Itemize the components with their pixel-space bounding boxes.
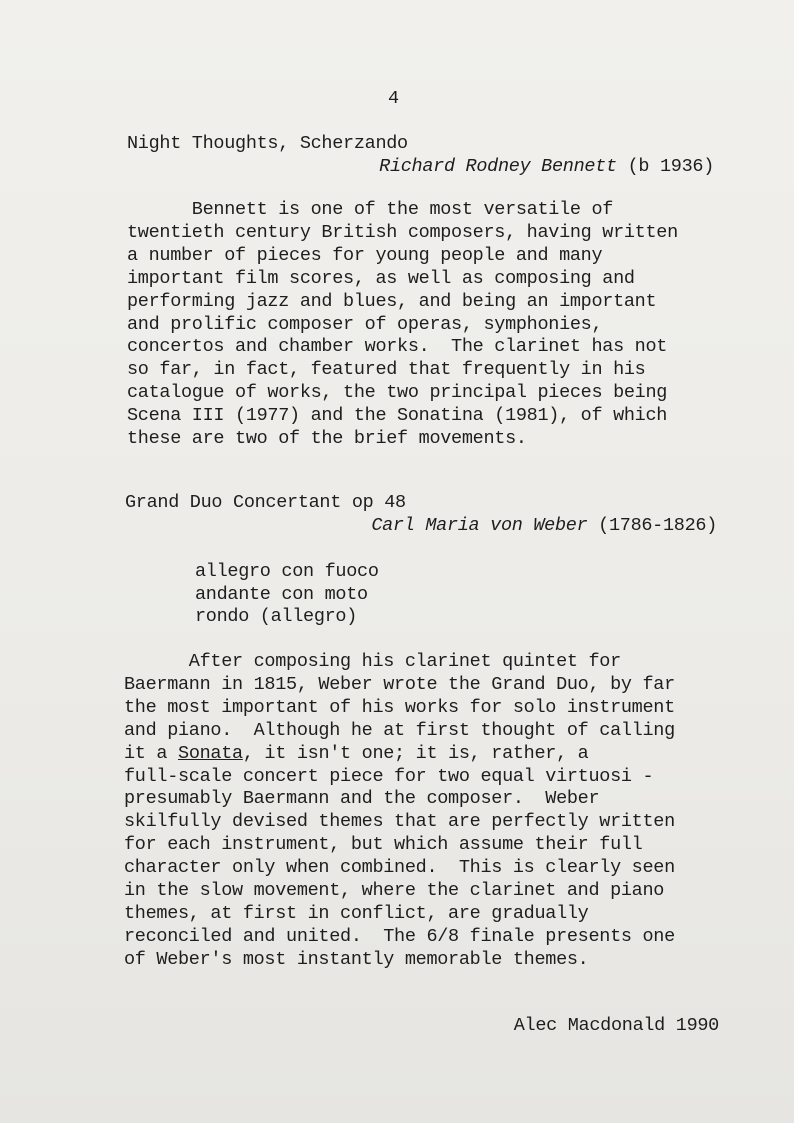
text-line: After composing his clarinet quintet for <box>124 651 621 672</box>
text-line: themes, at first in conflict, are gradually <box>124 902 589 924</box>
text-line: Scena III (1977) and the Sonatina (1981), of which <box>127 405 668 427</box>
text-line: so far, in fact, featured that frequently in his <box>127 359 646 381</box>
text-line: character only when combined. This is clearly seen <box>124 857 675 879</box>
text-line: full-scale concert piece for two equal virtuosi - <box>124 765 654 787</box>
text-line: presumably Baermann and the composer. Weber <box>124 788 600 810</box>
text-line: important film scores, as well as composing and <box>127 267 635 289</box>
text-line: Baermann in 1815, Weber wrote the Grand Duo, by far <box>124 673 675 695</box>
text-line: catalogue of works, the two principal pieces being <box>127 382 668 404</box>
composer-dates: (b 1936) <box>616 156 714 177</box>
text-line: concertos and chamber works. The clarinet has not <box>127 336 668 358</box>
page-number: 4 <box>388 88 399 109</box>
piece-title: Grand Duo Concertant op 48 <box>125 492 406 513</box>
text-line: in the slow movement, where the clarinet and piano <box>124 880 665 901</box>
movement-item: allegro con fuoco <box>195 561 379 582</box>
movement-item: andante con moto <box>195 583 368 605</box>
text-line: performing jazz and blues, and being an important <box>127 290 657 312</box>
text-line: and prolific composer of operas, symphonies, <box>127 313 603 335</box>
text-line: skilfully devised themes that are perfectly written <box>124 811 675 833</box>
text-line <box>124 743 589 766</box>
text-line: for each instrument, but which assume their full <box>124 834 643 856</box>
composer-name: Richard Rodney Bennett <box>379 156 617 177</box>
underlined-word: Sonata <box>178 742 243 764</box>
composer-dates: (1786-1826) <box>587 515 717 536</box>
piece-title: Night Thoughts, Scherzando <box>127 133 408 154</box>
text-line: the most important of his works for solo instrument <box>124 696 675 718</box>
signature: Alec Macdonald 1990 <box>513 1015 719 1036</box>
text-line: twentieth century British composers, having written <box>127 221 678 243</box>
movement-item: rondo (allegro) <box>195 606 358 628</box>
text-line: Bennett is one of the most versatile of <box>127 199 614 220</box>
composer-line <box>379 156 714 179</box>
text-line: a number of pieces for young people and many <box>127 244 603 266</box>
text-span: , it isn't one; it is, rather, a <box>242 742 589 764</box>
text-line: reconciled and united. The 6/8 finale presents one <box>124 925 675 947</box>
composer-line <box>371 515 717 538</box>
text-line: and piano. Although he at first thought of calling <box>124 719 675 741</box>
text-line: of Weber's most instantly memorable themes. <box>124 948 589 970</box>
composer-name: Carl Maria von Weber <box>371 515 588 536</box>
text-line: these are two of the brief movements. <box>127 428 527 449</box>
text-span: it a <box>124 742 179 764</box>
